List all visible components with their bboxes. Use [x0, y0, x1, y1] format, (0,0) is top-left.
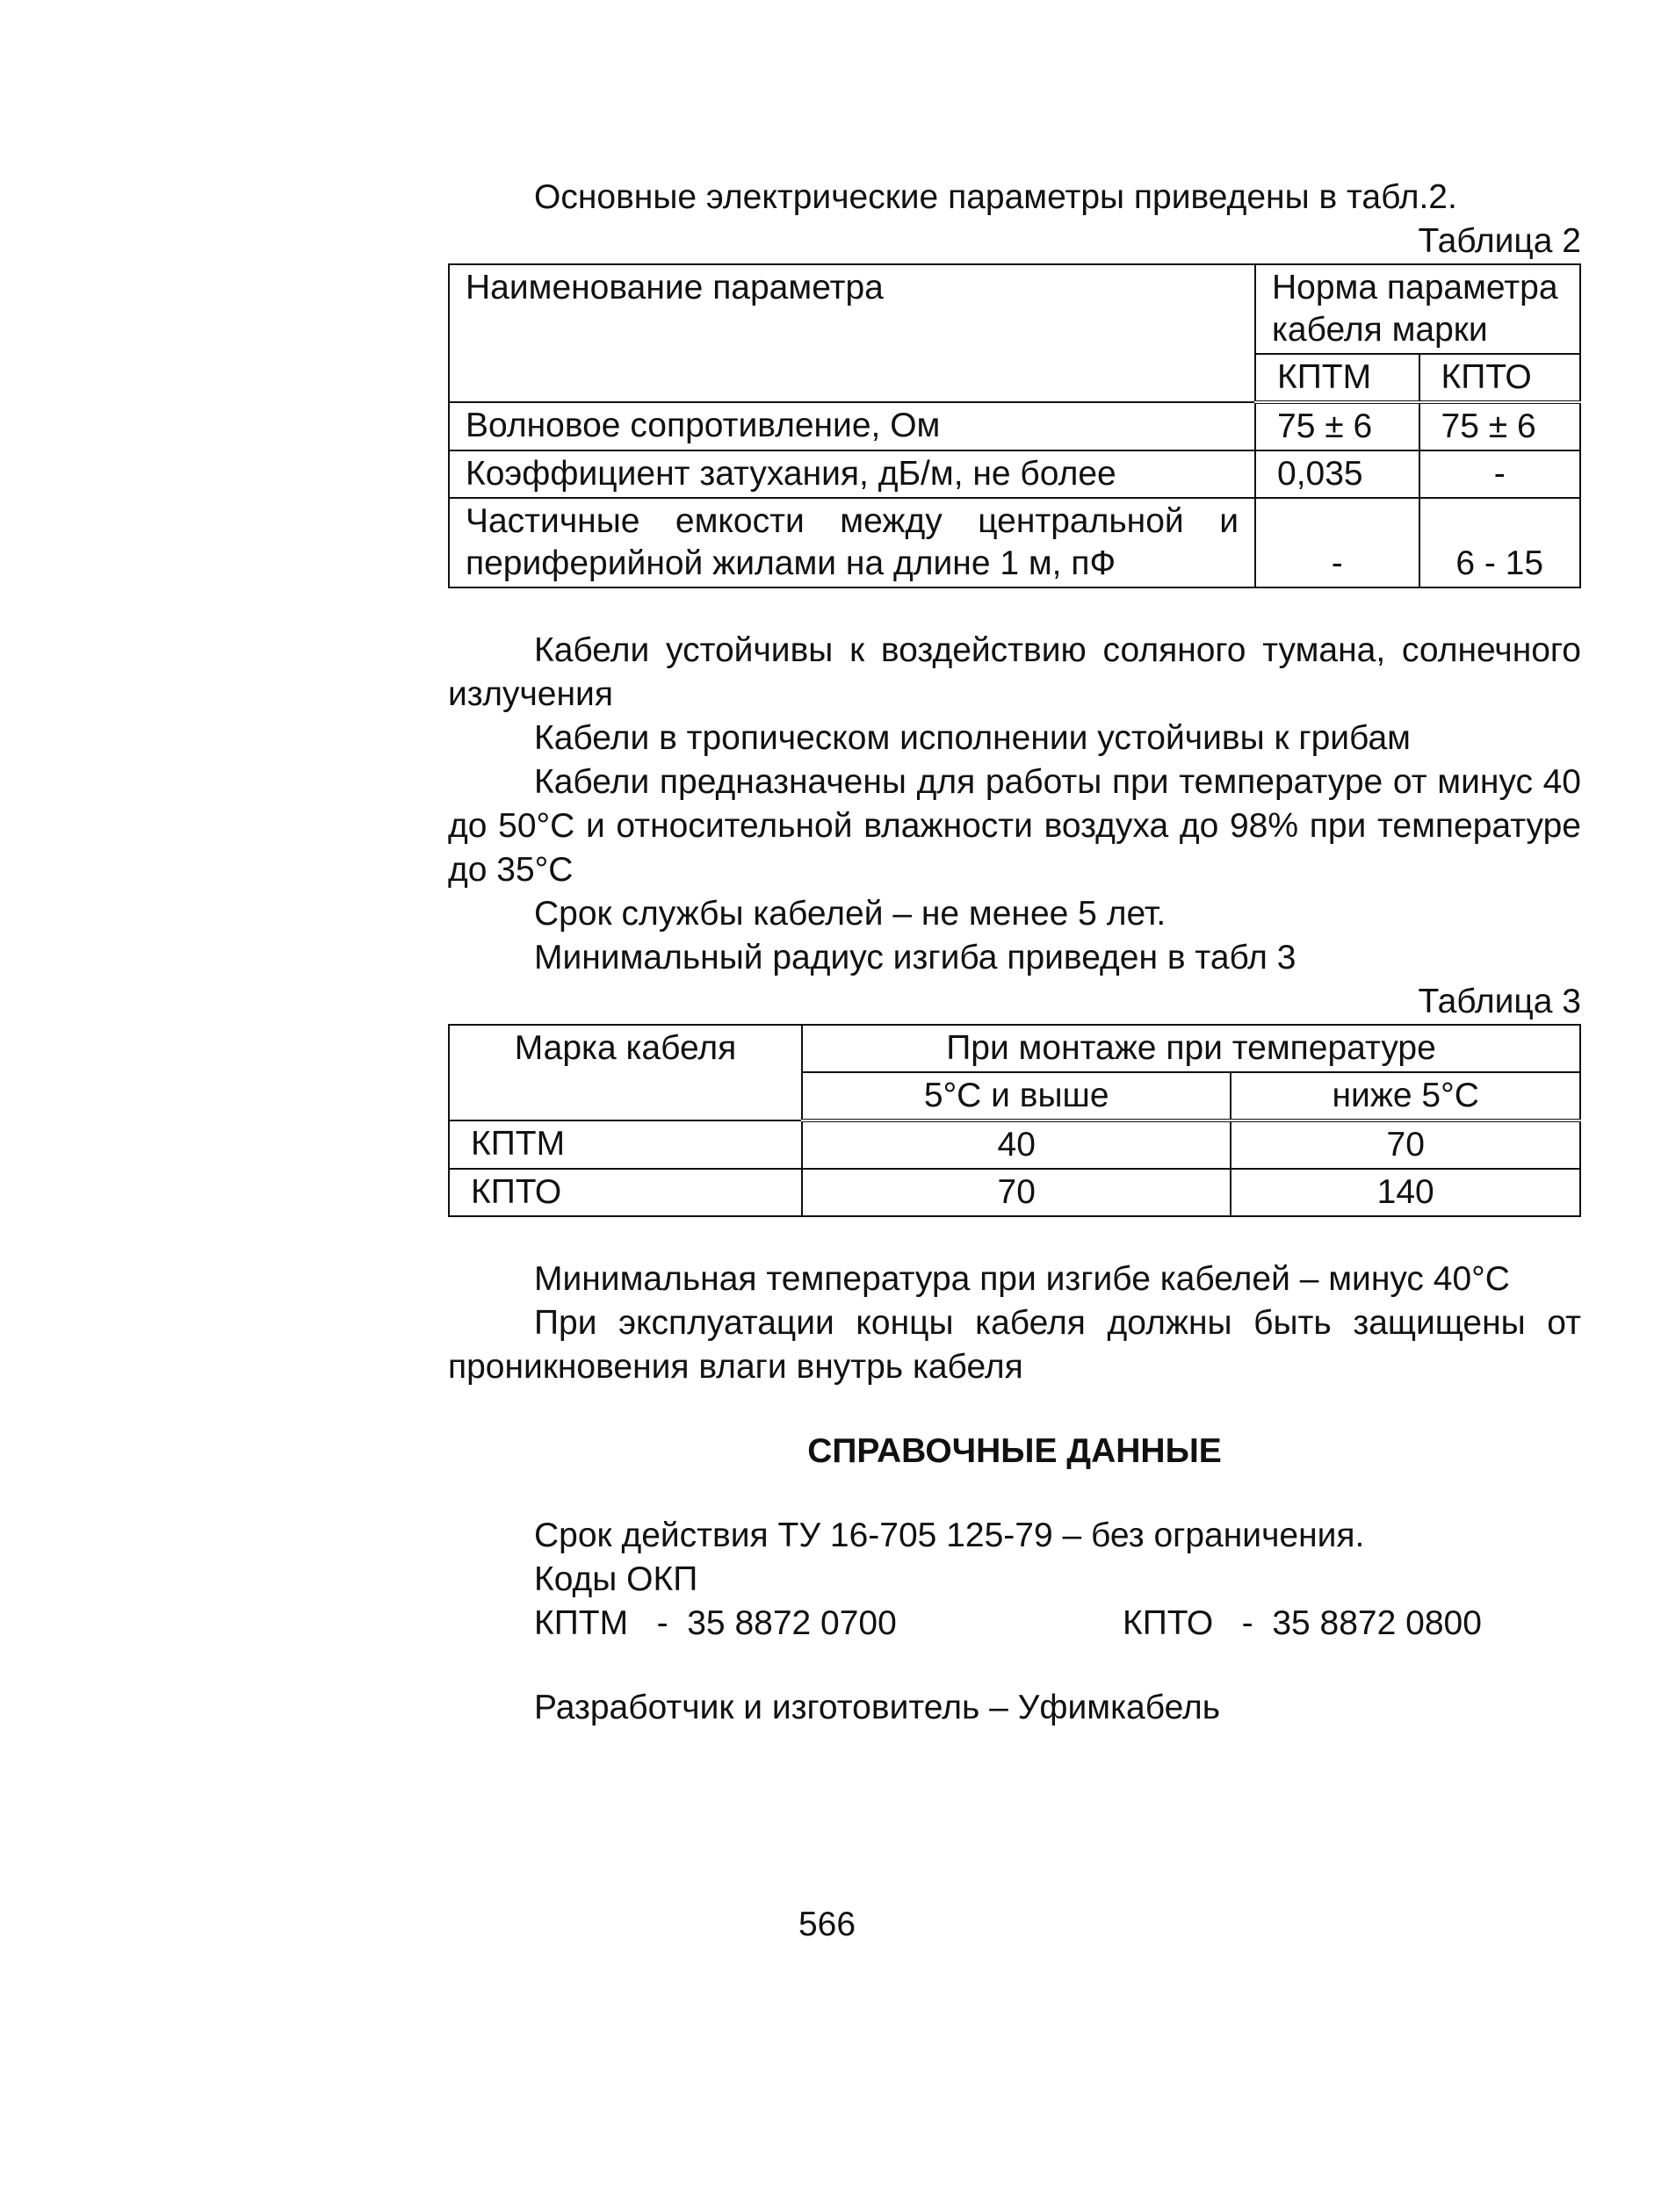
codes-label: Коды ОКП [534, 1560, 698, 1598]
document-content [448, 176, 1581, 1730]
table2-header-name: Наименование параметра [449, 264, 1255, 402]
table2-row-name: Частичные емкости между центральной и периферийной жилами на длине 1 м, пФ [449, 498, 1255, 587]
reference-heading: СПРАВОЧНЫЕ ДАННЫЕ [807, 1432, 1222, 1470]
paragraph: Минимальный радиус изгиба приведен в табл 3 [534, 939, 1296, 976]
table-row [449, 450, 1580, 498]
paragraph: Кабели предназначены для работы при температуре от минус 40 до 50°С и относительной влажности воздуха до 98% при температуре до 35°С [448, 763, 1581, 889]
table2-row-kpto: 6 - 15 [1419, 498, 1580, 587]
table2-row-name: Коэффициент затухания, дБ/м, не более [449, 450, 1255, 498]
paragraph: При эксплуатации концы кабеля должны быть защищены от проникновения влаги внутрь кабеля [448, 1304, 1581, 1386]
intro-text: Основные электрические параметры приведены в табл.2. [534, 178, 1457, 216]
table2-col-kpto: КПТО [1419, 354, 1580, 402]
table-row [449, 498, 1580, 587]
paragraph: Кабели устойчивы к воздействию соляного тумана, солнечного излучения [448, 631, 1581, 713]
paragraph: Кабели в тропическом исполнении устойчивы к грибам [534, 719, 1411, 757]
table2-row-kptm: 75 ± 6 [1255, 402, 1419, 450]
table3-row-above: 40 [802, 1120, 1231, 1169]
table2-row-name: Волновое сопротивление, Ом [449, 402, 1255, 450]
table3-col-below: ниже 5°С [1231, 1072, 1580, 1120]
table2-caption: Таблица 2 [1418, 222, 1581, 260]
bend-radius-table [448, 1024, 1581, 1217]
table2-header-row [449, 264, 1580, 354]
paragraph: Срок службы кабелей – не менее 5 лет. [534, 895, 1166, 933]
table2-col-kptm: КПТМ [1255, 354, 1419, 402]
table3-row-below: 70 [1231, 1120, 1580, 1169]
table3-caption: Таблица 3 [1418, 983, 1581, 1020]
developer-text: Разработчик и изготовитель – Уфимкабель [534, 1689, 1221, 1726]
table3-row-below: 140 [1231, 1169, 1580, 1216]
validity-text: Срок действия ТУ 16-705 125-79 – без ограничения. [534, 1517, 1365, 1554]
table3-header-brand: Марка кабеля [449, 1025, 802, 1120]
table2-header-norm: Норма параметра кабеля марки [1255, 264, 1580, 354]
table2-row-kptm: - [1255, 498, 1419, 587]
codes-row [448, 1602, 1581, 1646]
table3-row-above: 70 [802, 1169, 1231, 1216]
electrical-parameters-table [448, 263, 1581, 588]
table-row [449, 1169, 1580, 1216]
code-kptm: КПТМ - 35 8872 0700 [534, 1604, 897, 1642]
table3-col-above: 5°С и выше [802, 1072, 1231, 1120]
table2-row-kptm: 0,035 [1255, 450, 1419, 498]
page-number: 566 [798, 1906, 856, 1943]
table3-header-mount: При монтаже при температуре [802, 1025, 1580, 1072]
table3-row-brand: КПТМ [449, 1120, 802, 1169]
table2-row-kpto: - [1419, 450, 1580, 498]
table-row [449, 402, 1580, 450]
table2-row-kpto: 75 ± 6 [1419, 402, 1580, 450]
paragraph: Минимальная температура при изгибе кабелей – минус 40°С [534, 1260, 1510, 1298]
table3-header-row [449, 1025, 1580, 1072]
code-kpto: КПТО - 35 8872 0800 [1123, 1604, 1482, 1642]
table-row [449, 1120, 1580, 1169]
table3-row-brand: КПТО [449, 1169, 802, 1216]
